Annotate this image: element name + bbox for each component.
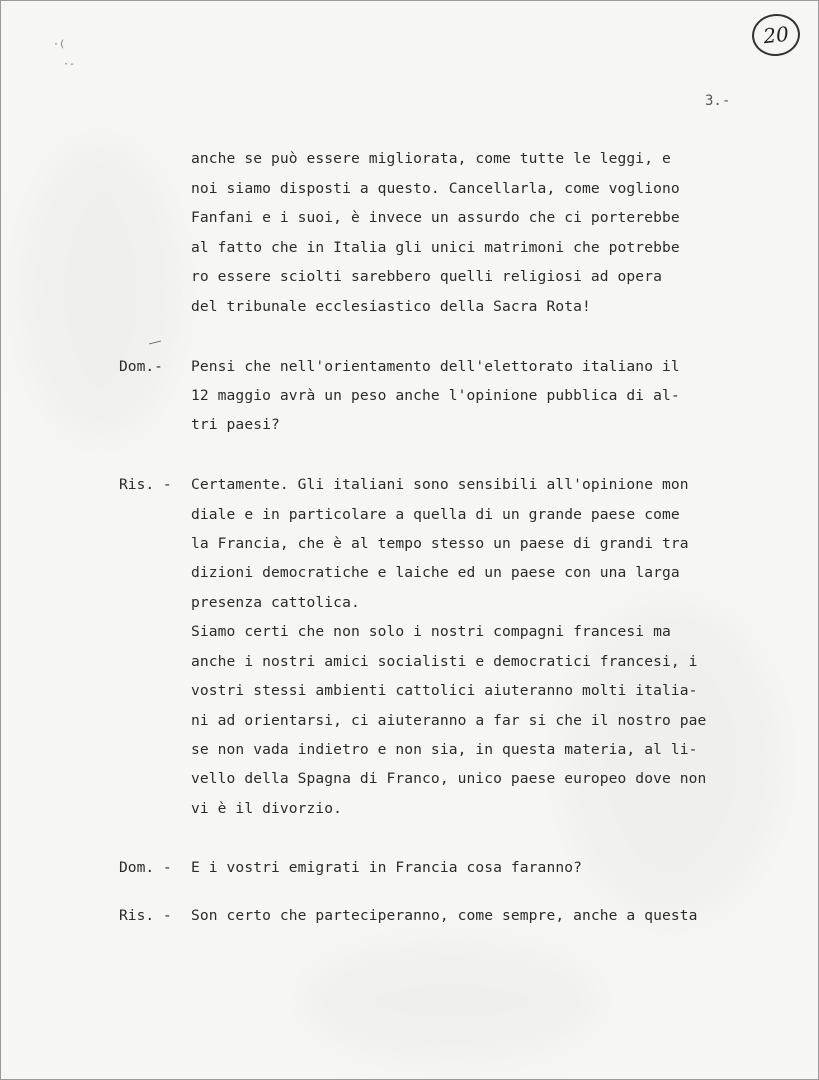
question-line: 12 maggio avrà un peso anche l'opinione pubblica di al- — [191, 387, 680, 404]
paper-stain — [21, 141, 181, 441]
paper-stain — [301, 941, 601, 1061]
page-stamp-number: 20 — [762, 21, 790, 49]
answer-line: Certamente. Gli italiani sono sensibili all'opinione mon — [191, 476, 689, 493]
answer-line: vello della Spagna di Franco, unico paese europeo dove non — [191, 770, 707, 787]
answer-line: anche i nostri amici socialisti e democratici francesi, i — [191, 653, 698, 670]
intro-line: ro essere sciolti sarebbero quelli religiosi ad opera — [191, 268, 662, 285]
intro-line: anche se può essere migliorata, come tutte le leggi, e — [191, 150, 671, 167]
answer-line: diale e in particolare a quella di un grande paese come — [191, 506, 680, 523]
answer-label: Ris. - — [119, 476, 172, 493]
question-label: Dom.- — [119, 358, 163, 375]
page-stamp — [750, 12, 802, 59]
intro-line: Fanfani e i suoi, è invece un assurdo che ci porterebbe — [191, 209, 680, 226]
paper-stain — [561, 601, 781, 921]
question-line: tri paesi? — [191, 416, 280, 433]
margin-mark: ·( — [53, 39, 66, 50]
intro-line: al fatto che in Italia gli unici matrimoni che potrebbe — [191, 239, 680, 256]
answer-line: dizioni democratiche e laiche ed un paese con una larga — [191, 564, 680, 581]
answer-line: Siamo certi che non solo i nostri compagni francesi ma — [191, 623, 671, 640]
answer-label: Ris. - — [119, 907, 172, 924]
page-number: 3.- — [705, 93, 731, 109]
intro-line: noi siamo disposti a questo. Cancellarla, come vogliono — [191, 180, 680, 197]
answer-line: vi è il divorzio. — [191, 800, 343, 817]
answer-line: ni ad orientarsi, ci aiuteranno a far si che il nostro pae — [191, 712, 707, 729]
question-line: Pensi che nell'orientamento dell'elettorato italiano il — [191, 358, 680, 375]
answer-line: se non vada indietro e non sia, in questa materia, al li- — [191, 741, 698, 758]
answer-line: vostri stessi ambienti cattolici aiuteranno molti italia- — [191, 682, 698, 699]
question-line: E i vostri emigrati in Francia cosa faranno? — [191, 859, 582, 876]
answer-line: presenza cattolica. — [191, 594, 360, 611]
question-label: Dom. - — [119, 859, 172, 876]
intro-line: del tribunale ecclesiastico della Sacra Rota! — [191, 298, 591, 315]
answer-line: Son certo che parteciperanno, come sempre, anche a questa — [191, 907, 698, 924]
margin-mark: ·- — [63, 59, 76, 70]
answer-line: la Francia, che è al tempo stesso un paese di grandi tra — [191, 535, 689, 552]
